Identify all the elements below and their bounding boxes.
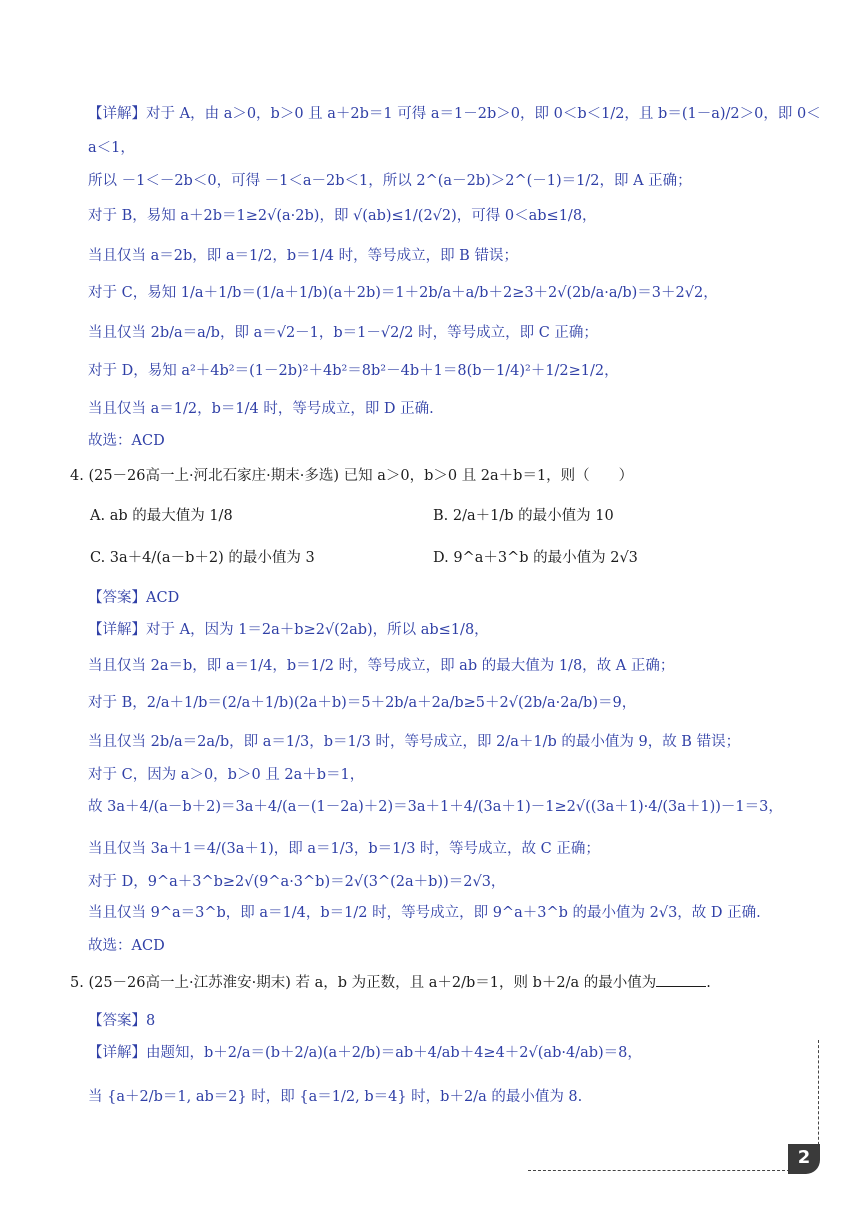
page-number-tab (788, 1144, 820, 1174)
q5-detail-line-1: 【详解】由题知，b＋2/a＝(b＋2/a)(a＋2/b)＝ab＋4/ab＋4≥4＋2√(ab·4/ab)＝8， (88, 1045, 642, 1061)
side-dashed-rule (818, 1040, 819, 1155)
q3-detail-line-6: 对于 C，易知 1/a＋1/b＝(1/a＋1/b)(a＋2b)＝1＋2b/a＋a/b＋2≥3＋2√(2b/a·a/b)＝3＋2√2， (88, 285, 718, 301)
q3-choice: 故选：ACD (88, 433, 165, 449)
footer-dashed-rule (528, 1170, 790, 1171)
q4-detail-line-9: 当且仅当 9^a＝3^b，即 a＝1/4，b＝1/2 时，等号成立，即 9^a＋3^b 的最小值为 2√3，故 D 正确. (88, 905, 761, 921)
q4-stem: 4. (25－26高一上·河北石家庄·期末·多选) 已知 a＞0，b＞0 且 2a＋b＝1，则（ ） (70, 468, 634, 484)
q4-choice: 故选：ACD (88, 938, 165, 954)
q4-detail-line-8: 对于 D，9^a＋3^b≥2√(9^a·3^b)＝2√(3^(2a＋b))＝2√3， (88, 874, 506, 890)
q3-detail-line-5: 当且仅当 a＝2b，即 a＝1/2，b＝1/4 时，等号成立，即 B 错误； (88, 248, 518, 264)
q4-detail-line-3: 对于 B，2/a＋1/b＝(2/a＋1/b)(2a＋b)＝5＋2b/a＋2a/b≥5＋2√(2b/a·2a/b)＝9， (88, 695, 637, 711)
q4-option-d: D. 9^a＋3^b 的最小值为 2√3 (433, 550, 638, 566)
q5-answer: 【答案】8 (88, 1013, 156, 1029)
page-number: 2 (797, 1147, 811, 1168)
q4-answer: 【答案】ACD (88, 590, 180, 606)
q4-detail-line-4: 当且仅当 2b/a＝2a/b，即 a＝1/3，b＝1/3 时，等号成立，即 2/a＋1/b 的最小值为 9，故 B 错误； (88, 734, 741, 750)
q3-detail-line-4: 对于 B，易知 a＋2b＝1≥2√(a·2b)，即 √(ab)≤1/(2√2)，可得 0＜ab≤1/8， (88, 208, 597, 224)
q4-detail-line-2: 当且仅当 2a＝b，即 a＝1/4，b＝1/2 时，等号成立，即 ab 的最大值为 1/8，故 A 正确； (88, 658, 675, 674)
q5-stem-end: . (706, 975, 711, 991)
q4-option-a: A. ab 的最大值为 1/8 (90, 508, 233, 524)
q4-detail-line-1: 【详解】对于 A，因为 1＝2a＋b≥2√(2ab)，所以 ab≤1/8， (88, 622, 489, 638)
q3-detail-line-2: a＜1， (88, 140, 135, 156)
q4-option-b: B. 2/a＋1/b 的最小值为 10 (433, 508, 614, 524)
q3-detail-line-9: 当且仅当 a＝1/2，b＝1/4 时，等号成立，即 D 正确. (88, 401, 434, 417)
q3-detail-line-8: 对于 D，易知 a²＋4b²＝(1－2b)²＋4b²＝8b²－4b＋1＝8(b－1/4)²＋1/2≥1/2， (88, 363, 619, 379)
q4-detail-line-7: 当且仅当 3a＋1＝4/(3a＋1)，即 a＝1/3，b＝1/3 时，等号成立，故 C 正确； (88, 841, 600, 857)
q3-detail-line-1: 【详解】对于 A，由 a＞0，b＞0 且 a＋2b＝1 可得 a＝1－2b＞0，即 0＜b＜1/2，且 b＝(1－a)/2＞0，即 0＜ (88, 106, 821, 122)
q3-detail-line-3: 所以 －1＜－2b＜0，可得 －1＜a－2b＜1，所以 2^(a－2b)＞2^(－1)＝1/2，即 A 正确； (88, 173, 692, 189)
q3-detail-line-7: 当且仅当 2b/a＝a/b，即 a＝√2－1，b＝1－√2/2 时，等号成立，即 C 正确； (88, 325, 598, 341)
q5-stem (70, 972, 828, 994)
q4-option-c: C. 3a＋4/(a－b＋2) 的最小值为 3 (90, 550, 315, 566)
q4-detail-line-5: 对于 C，因为 a＞0，b＞0 且 2a＋b＝1， (88, 767, 365, 783)
q5-detail-line-2: 当 {a＋2/b＝1, ab＝2} 时，即 {a＝1/2, b＝4} 时，b＋2/a 的最小值为 8. (88, 1089, 583, 1105)
q4-detail-line-6: 故 3a＋4/(a－b＋2)＝3a＋4/(a－(1－2a)＋2)＝3a＋1＋4/(3a＋1)－1≥2√((3a＋1)·4/(3a＋1))－1＝3， (88, 799, 783, 815)
answer-blank (656, 972, 706, 987)
q5-stem-text: 5. (25－26高一上·江苏淮安·期末) 若 a，b 为正数，且 a＋2/b＝1，则 b＋2/a 的最小值为 (70, 975, 657, 991)
